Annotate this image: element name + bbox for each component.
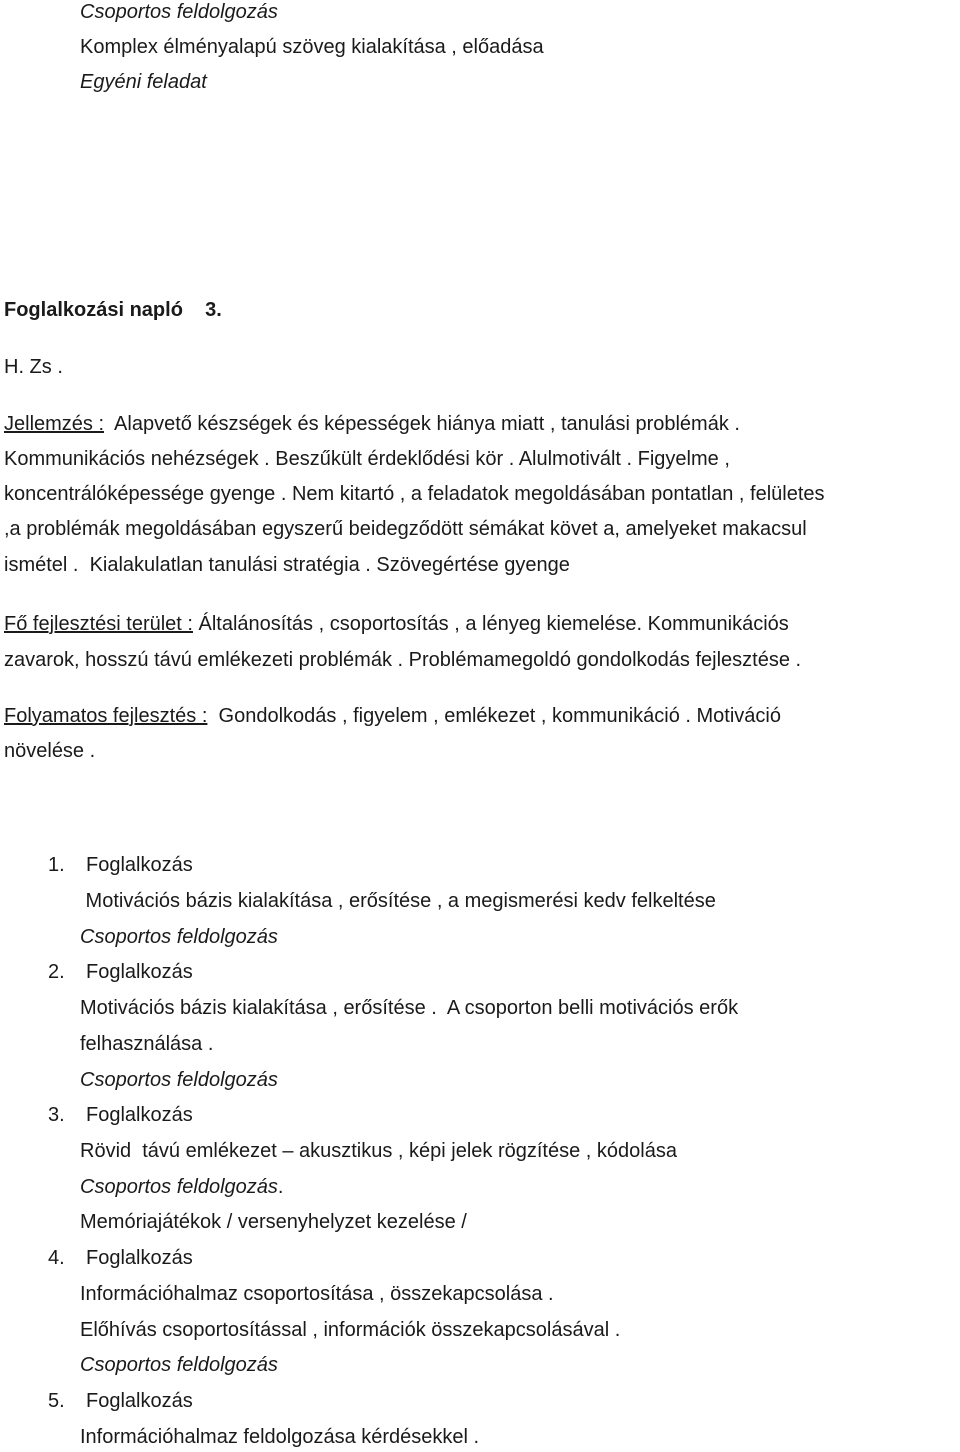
top-line-3: Egyéni feladat	[80, 71, 207, 93]
continuous-line-2: növelése .	[4, 740, 96, 762]
session-2-heading	[48, 960, 193, 984]
session-3-line-2-suffix: .	[277, 1176, 284, 1198]
session-4-line-2: Előhívás csoportosítással , információk összekapcsolásával .	[80, 1319, 621, 1341]
session-5-number: 5.	[48, 1390, 65, 1412]
session-3-line-2	[80, 1175, 283, 1199]
continuous-line-1	[4, 704, 781, 728]
session-3-heading	[48, 1103, 193, 1127]
session-2-title: Foglalkozás	[86, 961, 193, 983]
main-area-label: Fő fejlesztési terület :	[4, 613, 193, 635]
session-4-title: Foglalkozás	[86, 1247, 193, 1269]
characterization-line-1	[4, 412, 740, 436]
top-line-1: Csoportos feldolgozás	[80, 1, 278, 23]
session-5-line-1: Információhalmaz feldolgozása kérdésekkel .	[80, 1426, 480, 1448]
session-1-number: 1.	[48, 854, 65, 876]
characterization-text-1: Alapvető készségek és képességek hiánya miatt , tanulási problémák .	[104, 413, 740, 435]
main-area-text-1: Általánosítás , csoportosítás , a lényeg kiemelése. Kommunikációs	[192, 613, 789, 635]
top-line-2: Komplex élményalapú szöveg kialakítása , előadása	[80, 36, 544, 58]
session-1-title: Foglalkozás	[86, 854, 193, 876]
main-area-line-2: zavarok, hosszú távú emlékezeti problémák . Problémamegoldó gondolkodás fejlesztése .	[4, 649, 802, 671]
continuous-label: Folyamatos fejlesztés :	[4, 705, 208, 727]
session-2-line-2: felhasználása .	[80, 1033, 214, 1055]
main-area-line-1	[4, 612, 789, 636]
session-1-heading	[48, 853, 193, 877]
session-4-line-3: Csoportos feldolgozás	[80, 1354, 278, 1376]
session-3-line-2-text: Csoportos feldolgozás	[80, 1176, 278, 1198]
session-4-line-1: Információhalmaz csoportosítása , összekapcsolása .	[80, 1283, 554, 1305]
session-3-line-3: Memóriajátékok / versenyhelyzet kezelése /	[80, 1211, 467, 1233]
session-2-number: 2.	[48, 961, 65, 983]
session-4-number: 4.	[48, 1247, 65, 1269]
session-3-line-1: Rövid távú emlékezet – akusztikus , képi jelek rögzítése , kódolása	[80, 1140, 677, 1162]
session-1-line-2: Csoportos feldolgozás	[80, 926, 278, 948]
characterization-line-3: koncentrálóképessége gyenge . Nem kitartó , a feladatok megoldásában pontatlan , felületes	[4, 483, 825, 505]
journal-title: Foglalkozási napló 3.	[4, 299, 222, 321]
characterization-line-5: ismétel . Kialakulatlan tanulási stratégia . Szövegértése gyenge	[4, 554, 570, 576]
characterization-line-2: Kommunikációs nehézségek . Beszűkült érdeklődési kör . Alulmotivált . Figyelme ,	[4, 448, 730, 470]
session-1-line-1: Motivációs bázis kialakítása , erősítése , a megismerési kedv felkeltése	[80, 890, 716, 912]
session-4-heading	[48, 1246, 193, 1270]
session-3-number: 3.	[48, 1104, 65, 1126]
session-2-line-3: Csoportos feldolgozás	[80, 1069, 278, 1091]
characterization-label: Jellemzés :	[4, 413, 105, 435]
initials: H. Zs .	[4, 356, 63, 378]
session-2-line-1: Motivációs bázis kialakítása , erősítése . A csoporton belli motivációs erők	[80, 997, 739, 1019]
session-5-heading	[48, 1389, 193, 1413]
session-5-title: Foglalkozás	[86, 1390, 193, 1412]
characterization-line-4: ,a problémák megoldásában egyszerű beidegződött sémákat követ a, amelyeket makacsul	[4, 518, 807, 540]
continuous-text-1: Gondolkodás , figyelem , emlékezet , kommunikáció . Motiváció	[207, 705, 781, 727]
session-3-title: Foglalkozás	[86, 1104, 193, 1126]
